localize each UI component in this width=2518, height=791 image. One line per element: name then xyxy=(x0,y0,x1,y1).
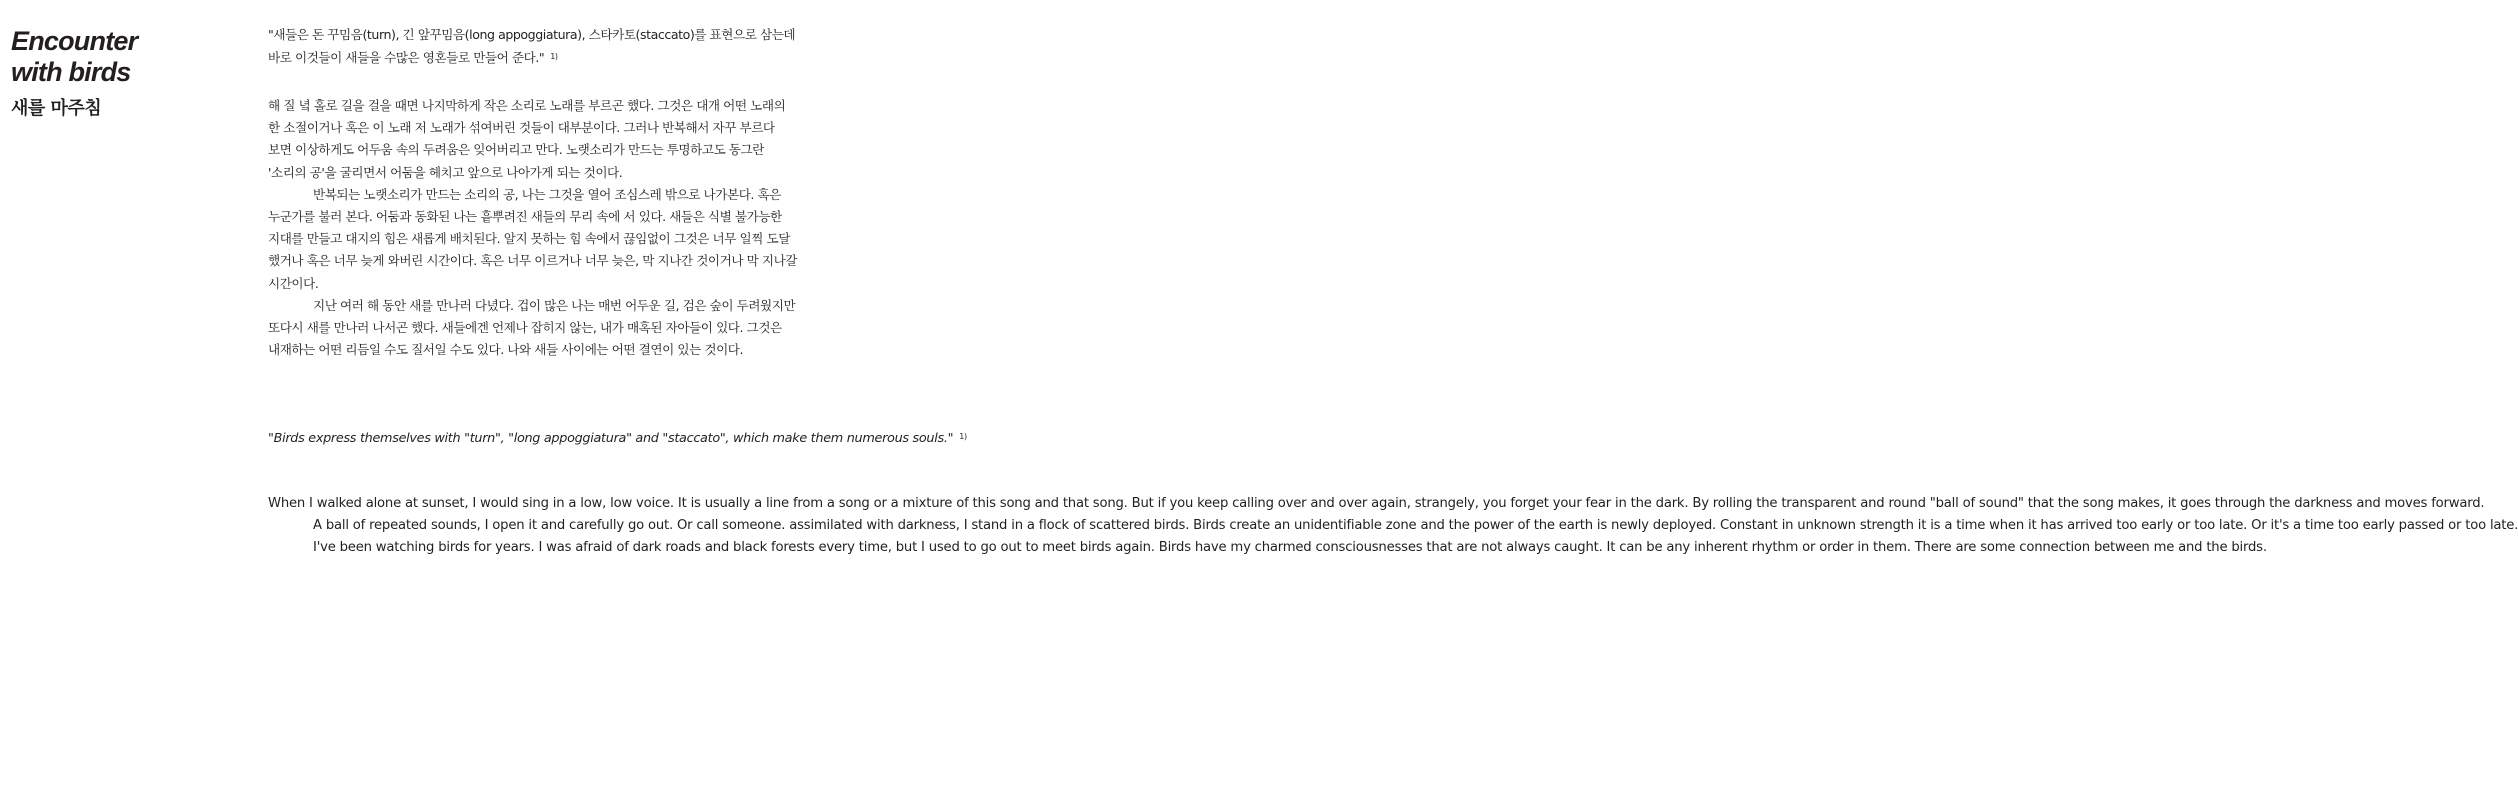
korean-quote xyxy=(268,24,795,69)
title-line: Encounter xyxy=(11,26,138,56)
text-line: time, but I used to go out to meet birds again. Birds have my charmed consciousnesses xyxy=(858,540,1423,556)
quote-line-last xyxy=(268,46,795,69)
text-line: it has arrived too early or too late. Or it's a time too early passed or too late. xyxy=(2028,518,2518,534)
text-line: '소리의 공'을 굴리면서 어둠을 헤치고 앞으로 나아가게 되는 것이다. xyxy=(268,164,623,180)
quote-line-last xyxy=(847,431,967,446)
sidebar xyxy=(11,26,211,121)
footnote-marker: 1) xyxy=(959,432,967,441)
text-line: 지대를 만들고 대지의 힘은 새롭게 배치된다. 알지 못하는 힘 속에서 끊임없이 그것은 너무 일찍 도달 xyxy=(268,231,790,247)
text-line: song or a mixture of this song and that song. But if you keep calling over and over again, xyxy=(838,496,1411,511)
text-line: A ball of repeated sounds, I open it and carefully go out. Or call someone. assimilated xyxy=(313,518,863,534)
quote-line-text: 바로 이것들이 새들을 수많은 영혼들로 만들어 준다." xyxy=(268,50,545,66)
text-line: 반복되는 노랫소리가 만드는 소리의 공, 나는 그것을 열어 조심스레 밖으로 나가본다. 혹은 xyxy=(313,186,781,202)
quote-line: "새들은 돈 꾸밈음(turn), 긴 앞꾸밈음(long appoggiatura), 스타카토(staccato)를 표현으로 삼는데 xyxy=(268,27,796,42)
text-line: 누군가를 불러 본다. 어둠과 동화된 나는 흩뿌려진 새들의 무리 속에 서 있다. 새들은 식별 불가능한 xyxy=(268,209,782,225)
text-line: When I walked alone at sunset, I would sing in a low, low voice. It is usually a line from a xyxy=(268,496,835,511)
text-line: with darkness, I stand in a flock of scattered birds. Birds create an unidentifiable zone and xyxy=(866,518,1445,534)
english-quote xyxy=(268,426,967,450)
text-line: 해 질 녘 홀로 길을 걸을 때면 나지막하게 작은 소리로 노래를 부르곤 했다. 그것은 대개 어떤 노래의 xyxy=(268,98,786,113)
text-line: strangely, you forget your fear in the dark. By rolling the transparent and round "ball of xyxy=(1414,496,1975,511)
paragraph xyxy=(268,537,2518,559)
page-title xyxy=(11,26,211,88)
quote-line: "Birds express themselves with "turn", "long appoggiatura" and "staccato", which make them xyxy=(268,431,843,446)
english-body xyxy=(268,493,2518,560)
text-line: 또다시 새를 만나러 나서곤 했다. 새들에겐 언제나 잡히지 않는, 내가 매혹된 자아들이 있다. 그것은 xyxy=(268,320,782,336)
page-subtitle: 새를 마주침 xyxy=(11,98,102,119)
paragraph xyxy=(268,184,797,295)
text-line: 한 소절이거나 혹은 이 노래 저 노래가 섞여버린 것들이 대부분이다. 그러나 반복해서 자꾸 부르다 xyxy=(268,120,775,136)
text-line: sound" that the song makes, it goes through the darkness and moves forward. xyxy=(1978,496,2485,511)
paragraph xyxy=(268,515,2518,537)
text-line: the power of the earth is newly deployed. Constant in unknown strength it is a time when xyxy=(1448,518,2024,534)
text-line: that are not always caught. It can be any inherent rhythm or order in them. There are xyxy=(1426,540,1977,556)
title-line: with birds xyxy=(11,57,131,87)
text-line: 했거나 혹은 너무 늦게 와버린 시간이다. 혹은 너무 이르거나 너무 늦은, 막 지나간 것이거나 막 지나갈 xyxy=(268,253,798,269)
text-line: 시간이다. xyxy=(268,275,319,291)
text-line: I've been watching birds for years. I was afraid of dark roads and black forests every xyxy=(313,540,855,556)
text-line: some connection between me and the birds. xyxy=(1980,540,2267,556)
footnote-marker: 1) xyxy=(550,52,558,62)
quote-line-text: numerous souls." xyxy=(846,431,954,446)
paragraph xyxy=(268,295,797,362)
text-line: 보면 이상하게도 어두움 속의 두려움은 잊어버리고 만다. 노랫소리가 만드는 투명하고도 동그란 xyxy=(268,142,764,158)
paragraph xyxy=(268,493,2518,515)
korean-body xyxy=(268,95,797,361)
text-line: 내재하는 어떤 리듬일 수도 질서일 수도 있다. 나와 새들 사이에는 어떤 결연이 있는 것이다. xyxy=(268,342,744,358)
text-line: 지난 여러 해 동안 새를 만나러 다녔다. 겁이 많은 나는 매번 어두운 길, 검은 숲이 두려웠지만 xyxy=(313,297,796,313)
paragraph xyxy=(268,95,797,184)
